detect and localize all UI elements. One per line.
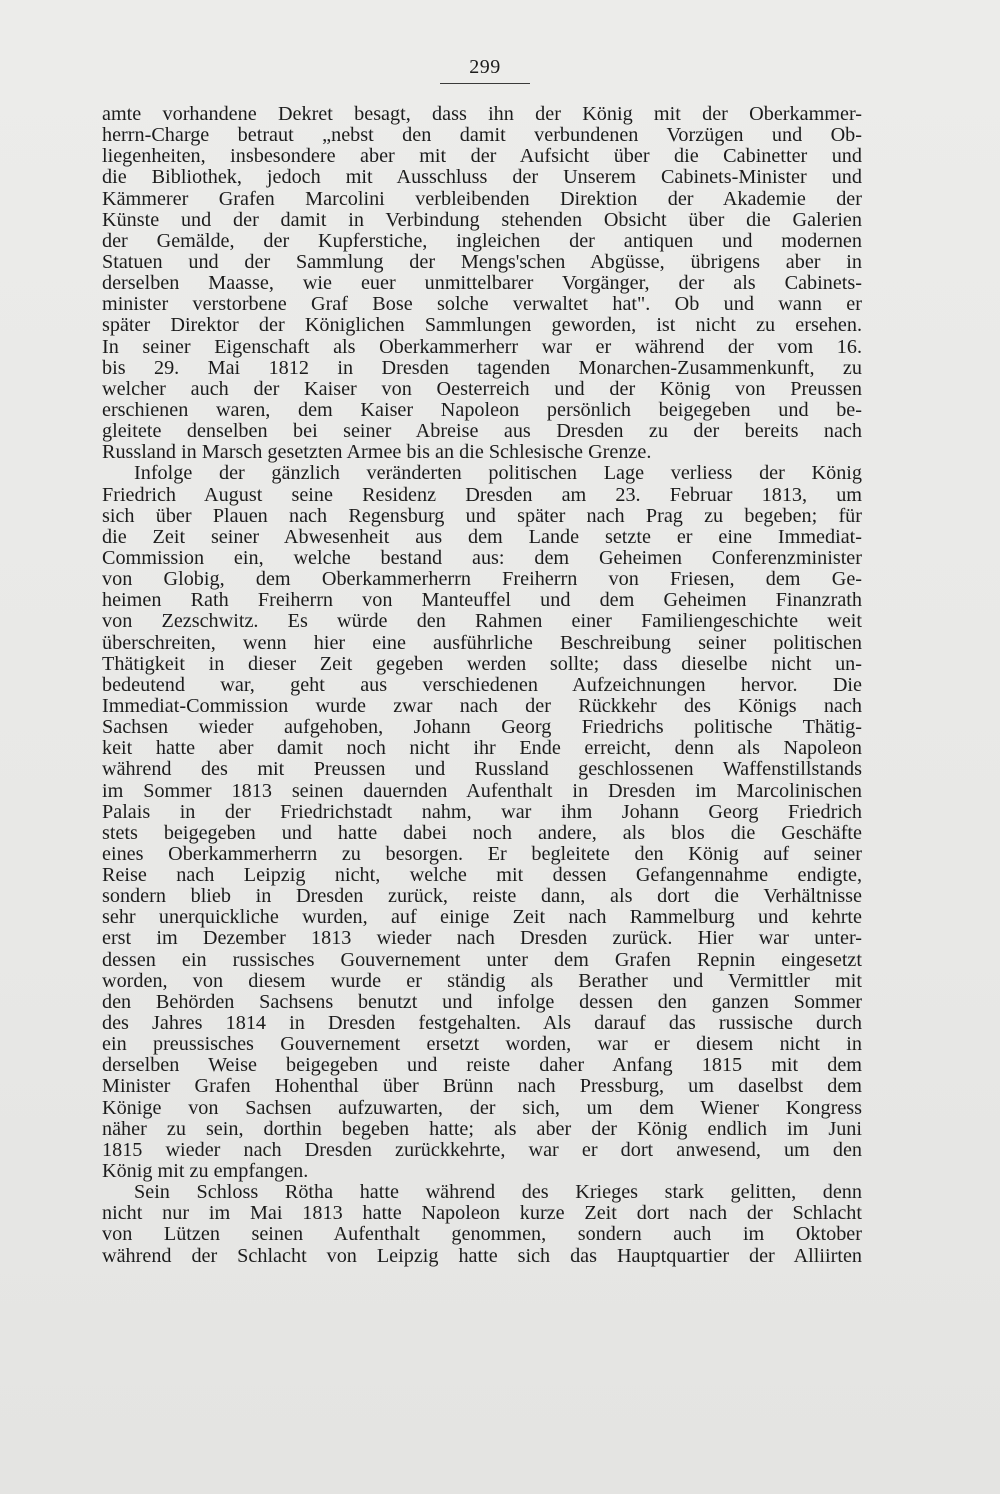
text-line: sehr unerquickliche wurden, auf einige Zeit nach Rammelburg und kehrte — [102, 907, 862, 929]
text-line: Statuen und der Sammlung der Mengs'schen Abgüsse, übrigens aber in — [102, 251, 862, 273]
text-line: Künste und der damit in Verbindung stehenden Obsicht über die Galerien — [102, 209, 862, 231]
text-line: während des mit Preussen und Russland geschlossenen Waffenstillstands — [102, 759, 862, 781]
text-line: Thätigkeit in dieser Zeit gegeben werden sollte; dass dieselbe nicht un- — [102, 653, 862, 675]
text-line: worden, von diesem wurde er ständig als Berather und Vermittler mit — [102, 970, 862, 992]
text-line: der Gemälde, der Kupferstiche, ingleichen der antiquen und modernen — [102, 230, 862, 252]
text-line: derselben Weise beigegeben und reiste daher Anfang 1815 mit dem — [102, 1055, 862, 1077]
text-line: später Direktor der Königlichen Sammlungen geworden, ist nicht zu ersehen. — [102, 315, 862, 337]
text-line: Reise nach Leipzig nicht, welche mit dessen Gefangennahme endigte, — [102, 865, 862, 887]
text-line: ein preussisches Gouvernement ersetzt worden, war er diesem nicht in — [102, 1034, 862, 1056]
text-line: liegenheiten, insbesondere aber mit der Aufsicht über die Cabinetter und — [102, 146, 862, 168]
text-line: welcher auch der Kaiser von Oesterreich und der König von Preussen — [102, 378, 862, 400]
text-line: von Zezschwitz. Es würde den Rahmen einer Familiengeschichte weit — [102, 611, 862, 633]
text-line: Palais in der Friedrichstadt nahm, war ihm Johann Georg Friedrich — [102, 801, 862, 823]
text-line: erst im Dezember 1813 wieder nach Dresden zurück. Hier war unter- — [102, 928, 862, 950]
text-line: stets beigegeben und hatte dabei noch andere, als blos die Geschäfte — [102, 822, 862, 844]
text-line: von Globig, dem Oberkammerherrn Freiherrn von Friesen, dem Ge- — [102, 569, 862, 591]
text-line: die Bibliothek, jedoch mit Ausschluss der Unserem Cabinets-Minister und — [102, 167, 862, 189]
text-line: keit hatte aber damit noch nicht ihr Ende erreicht, denn als Napoleon — [102, 738, 862, 760]
text-line: 1815 wieder nach Dresden zurückkehrte, war er dort anwesend, um den — [102, 1139, 862, 1161]
text-line: Könige von Sachsen aufzuwarten, der sich, um dem Wiener Kongress — [102, 1097, 862, 1119]
text-line: Sachsen wieder aufgehoben, Johann Georg Friedrichs politische Thätig- — [102, 717, 862, 739]
body-text — [102, 104, 862, 1267]
page-number: 299 — [440, 56, 530, 84]
text-line: minister verstorbene Graf Bose solche verwaltet hat". Ob und wann er — [102, 294, 862, 316]
text-line: Russland in Marsch gesetzten Armee bis an die Schlesische Grenze. — [102, 442, 652, 464]
text-line: den Behörden Sachsens benutzt und infolge dessen den ganzen Sommer — [102, 991, 862, 1013]
text-line: Immediat-Commission wurde zwar nach der Rückkehr des Königs nach — [102, 695, 862, 717]
text-line: im Sommer 1813 seinen dauernden Aufenthalt in Dresden im Marcolinischen — [102, 780, 862, 802]
text-line: von Lützen seinen Aufenthalt genommen, sondern auch im Oktober — [102, 1224, 862, 1246]
text-line: während der Schlacht von Leipzig hatte sich das Hauptquartier der Alliirten — [102, 1245, 862, 1267]
text-line: Kämmerer Grafen Marcolini verbleibenden Direktion der Akademie der — [102, 188, 862, 210]
text-line: des Jahres 1814 in Dresden festgehalten. Als darauf das russische durch — [102, 1013, 862, 1035]
text-line: die Zeit seiner Abwesenheit aus dem Lande setzte er eine Immediat- — [102, 526, 862, 548]
text-line: derselben Maasse, wie euer unmittelbarer Vorgänger, der als Cabinets- — [102, 273, 862, 295]
text-line: bis 29. Mai 1812 in Dresden tagenden Monarchen-Zusammenkunft, zu — [102, 357, 862, 379]
text-line: herrn-Charge betraut „nebst den damit verbundenen Vorzügen und Ob- — [102, 125, 862, 147]
text-line: Minister Grafen Hohenthal über Brünn nach Pressburg, um daselbst dem — [102, 1076, 862, 1098]
text-line: Infolge der gänzlich veränderten politischen Lage verliess der König — [134, 463, 862, 485]
text-line: Friedrich August seine Residenz Dresden am 23. Februar 1813, um — [102, 484, 862, 506]
text-line: gleitete denselben bei seiner Abreise aus Dresden zu der bereits nach — [102, 421, 862, 443]
text-line: eines Oberkammerherrn zu besorgen. Er begleitete den König auf seiner — [102, 843, 862, 865]
text-line: Sein Schloss Rötha hatte während des Krieges stark gelitten, denn — [134, 1182, 862, 1204]
text-line: König mit zu empfangen. — [102, 1161, 309, 1183]
text-line: sondern blieb in Dresden zurück, reiste dann, als dort die Verhältnisse — [102, 886, 862, 908]
text-line: überschreiten, wenn hier eine ausführliche Beschreibung seiner politischen — [102, 632, 862, 654]
text-line: Commission ein, welche bestand aus: dem Geheimen Conferenzminister — [102, 547, 862, 569]
text-line: amte vorhandene Dekret besagt, dass ihn der König mit der Oberkammer- — [102, 104, 862, 125]
text-line: heimen Rath Freiherrn von Manteuffel und dem Geheimen Finanzrath — [102, 590, 862, 612]
text-line: nicht nur im Mai 1813 hatte Napoleon kurze Zeit dort nach der Schlacht — [102, 1203, 862, 1225]
text-line: erschienen waren, dem Kaiser Napoleon persönlich beigegeben und be- — [102, 399, 862, 421]
text-line: dessen ein russisches Gouvernement unter dem Grafen Repnin eingesetzt — [102, 949, 862, 971]
text-line: näher zu sein, dorthin begeben hatte; als aber der König endlich im Juni — [102, 1118, 862, 1140]
text-line: sich über Plauen nach Regensburg und später nach Prag zu begeben; für — [102, 505, 862, 527]
text-line: In seiner Eigenschaft als Oberkammerherr war er während der vom 16. — [102, 336, 862, 358]
text-line: bedeutend war, geht aus verschiedenen Aufzeichnungen hervor. Die — [102, 674, 862, 696]
